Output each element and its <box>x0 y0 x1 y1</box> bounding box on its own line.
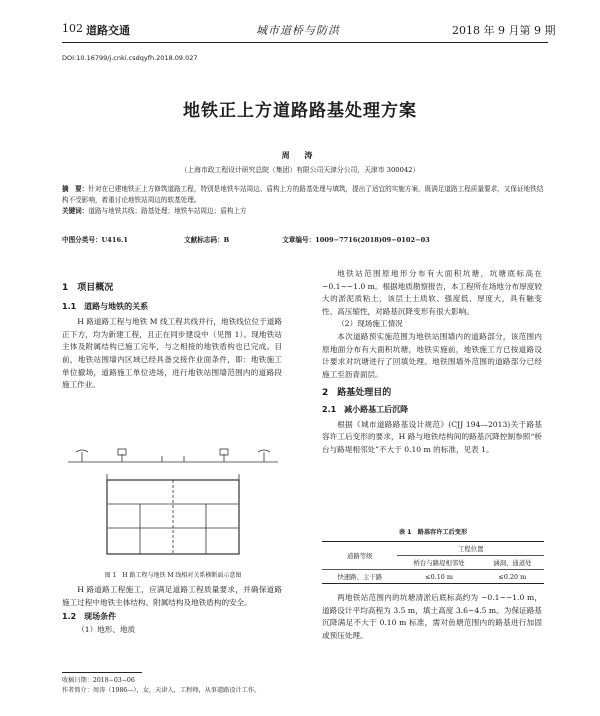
abstract-label: 摘 要： <box>62 185 89 193</box>
figure-caption: 图 1 H 路工程与地铁 M 线相对关系横断面示意图 <box>104 572 242 579</box>
paragraph: （1）地形、地质 <box>77 624 136 634</box>
right-column-lower <box>322 592 542 642</box>
paragraph: H 路道路工程与地铁 M 线工程共线并行，地铁线位位于道路正下方，均为新建工程，且正在同步建设中（见图 1）。现地铁站主体及附属结构已施工完毕，与之相接的地铁盾构也已完成。目前，地铁站围墙内区域已经具备交接作业面条件，即：地铁施工单位撤场，道路施工单位进场，进行地铁站围墙范围内的道路段施工作业。 <box>62 317 282 390</box>
left-column <box>62 282 282 392</box>
issue-date: 2018 年 9 月第 9 期 <box>452 24 556 37</box>
header-rule <box>62 42 548 43</box>
section-1-1-heading: 1.1 道路与地铁的关系 <box>62 301 149 311</box>
paragraph: 根据《城市道路路基设计规范》(CJJ 194—2013)关于路基容许工后变形的要求，H 路与地铁结构间的路基沉降控制参照“桥台与路堤相邻处”不大于 0.10 m 的标准，见表 1。 <box>322 419 542 454</box>
table-row-label: 快速路、主干路 <box>322 570 397 584</box>
abstract-block <box>62 184 548 217</box>
paragraph: 地铁站范围原地形分布有大面积坑塘，坑塘底标高在 −0.1~−1.0 m。根据地质勘察报告，本工程所在场地分布厚度较大的淤泥质粘土，该层土土质软、强度低、厚度大，具有触变性、高压缩性，对路基沉降变形有很大影响。 <box>322 269 542 316</box>
footnote-rule <box>62 672 142 673</box>
section-2-1-heading: 2.1 减小路基工后沉降 <box>322 404 409 414</box>
paper-title: 地铁正上方道路路基处理方案 <box>183 101 417 121</box>
section-1-heading: 1 项目概况 <box>62 283 114 293</box>
author-bio: 作者简介：周涛（1986—），女，天津人，工程师，从事道路设计工作。 <box>62 687 261 694</box>
article-number: 文章编号：1009−7716(2018)09−0102−03 <box>282 236 430 244</box>
running-header <box>0 22 600 42</box>
section-1-2-heading: 1.2 现场条件 <box>62 612 117 622</box>
journal-section: 道路交通 <box>86 24 130 37</box>
table-cell-culvert: ≤0.20 m <box>481 570 544 584</box>
table-header-grade: 道路等级 <box>322 542 397 570</box>
doi: DOI:10.16799/j.cnki.csdqyfh.2018.09.027 <box>62 54 198 62</box>
received-date: 收稿日期：2018−03−06 <box>62 677 135 684</box>
keywords-label: 关键词： <box>62 207 89 215</box>
journal-name: 城市道桥与防洪 <box>256 24 340 37</box>
table-header-abutment: 桥台与路堤相邻处 <box>397 556 480 570</box>
article-meta <box>62 234 548 244</box>
lamp-head-left <box>76 450 88 452</box>
paragraph: （2）现场施工情况 <box>337 319 403 329</box>
table-caption: 表 1 路基容许工后变形 <box>398 529 468 536</box>
clc-number: 中图分类号：U416.1 <box>62 236 128 244</box>
right-column <box>322 268 542 456</box>
author: 周 涛 <box>281 150 319 160</box>
lamp-head-right <box>258 450 270 452</box>
section-2-heading: 2 路基处理目的 <box>322 388 392 399</box>
table-cell-abutment: ≤0.10 m <box>397 570 480 584</box>
abstract-text: 针对在已建地铁正上方修筑道路工程，特别是地铁车站周边、盾构上方的路基处理与填筑，提出了适宜的实施方案，既满足道路工程质量要求，又保证地铁结构不受影响，着重讨论地铁站周边的软基处理。 <box>62 185 544 204</box>
paragraph: 本次道路预实施范围为地铁站围墙内的道路部分，该范围内原地面分布有大面积坑塘，地铁实施前，地铁施工方已按道路设计要求对坑塘进行了回填处理。地铁围墙外范围的道路部分已经施工至沥青面层。 <box>322 331 542 379</box>
keywords-text: 道路与地铁共线；路基处理；地铁车站周边；盾构上方 <box>88 207 247 215</box>
footnote <box>62 676 284 696</box>
affiliation: （上海市政工程设计研究总院（集团）有限公司天津分公司，天津市 300042） <box>180 166 420 174</box>
left-column-lower <box>62 584 282 636</box>
keywords <box>62 206 548 217</box>
table-header-position: 工程位置 <box>397 542 544 556</box>
paragraph: 两地铁站范围内的坑塘清淤后底标高约为 −0.1~−1.0 m，道路设计平均高程为 3.5 m，填土高度 3.6~4.5 m。为保证路基沉降满足不大于 0.10 m 标准，需对鱼塘范围内的路基进行加固或预压处理。 <box>322 593 542 640</box>
paragraph: H 路道路工程施工，应满足道路工程质量要求，并确保道路施工过程中地铁主体结构、附属结构及地铁盾构的安全。 <box>62 585 282 607</box>
settlement-table <box>322 541 544 584</box>
doc-code: 文献标志码：B <box>184 236 230 244</box>
wall-tops <box>107 474 239 480</box>
page-number: 102 <box>62 22 83 35</box>
cross-section-figure <box>62 444 284 564</box>
abstract <box>62 184 548 206</box>
table-header-culvert: 涵洞、通道处 <box>481 556 544 570</box>
